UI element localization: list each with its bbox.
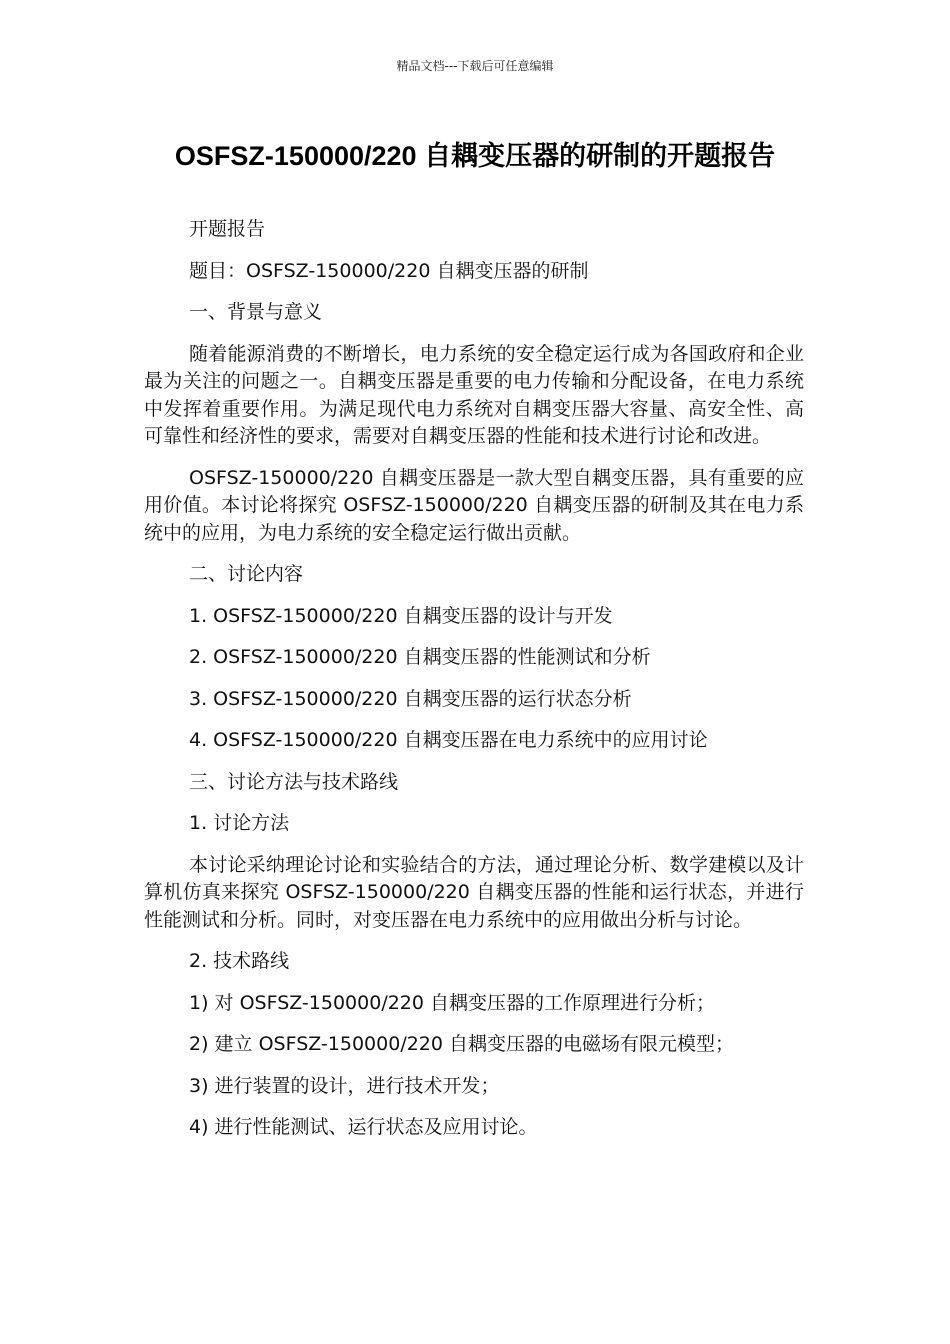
subheading-method: 1. 讨论方法	[189, 812, 290, 834]
route-step: 4) 进行性能测试、运行状态及应用讨论。	[189, 1116, 538, 1138]
significance-paragraph: OSFSZ-150000/220 自耦变压器是一款大型自耦变压器，具有重要的应用价值。本讨论将探究 OSFSZ-150000/220 自耦变压器的研制及其在电力系统中的应用，为电力系统的安全稳定运行做出贡献。	[144, 466, 804, 544]
section-heading-background: 一、背景与意义	[189, 301, 323, 323]
content-list-item: 4. OSFSZ-150000/220 自耦变压器在电力系统中的应用讨论	[189, 729, 708, 751]
subheading-route: 2. 技术路线	[189, 950, 290, 972]
background-paragraph: 随着能源消费的不断增长，电力系统的安全稳定运行成为各国政府和企业最为关注的问题之一。自耦变压器是重要的电力传输和分配设备，在电力系统中发挥着重要作用。为满足现代电力系统对自耦变压器大容量、高安全性、高可靠性和经济性的要求，需要对自耦变压器的性能和技术进行讨论和改进。	[144, 342, 804, 447]
route-step: 1) 对 OSFSZ-150000/220 自耦变压器的工作原理进行分析；	[189, 991, 716, 1014]
route-step: 2) 建立 OSFSZ-150000/220 自耦变压器的电磁场有限元模型；	[189, 1033, 735, 1055]
document-body	[144, 216, 804, 1156]
page-header: 精品文档---下载后可任意编辑	[396, 59, 554, 73]
report-label: 开题报告	[189, 218, 266, 240]
section-heading-content: 二、讨论内容	[189, 563, 304, 585]
section-heading-methods: 三、讨论方法与技术路线	[189, 770, 399, 793]
method-paragraph: 本讨论采纳理论讨论和实验结合的方法，通过理论分析、数学建模以及计算机仿真来探究 OSFSZ-150000/220 自耦变压器的性能和运行状态，并进行性能测试和分析。同时，对变压器在电力系统中的应用做出分析与讨论。	[144, 853, 804, 931]
route-step: 3) 进行装置的设计，进行技术开发；	[189, 1074, 500, 1097]
topic-line: 题目：OSFSZ-150000/220 自耦变压器的研制	[189, 259, 589, 282]
content-list-item: 2. OSFSZ-150000/220 自耦变压器的性能测试和分析	[189, 646, 651, 668]
document-title: OSFSZ-150000/220 自耦变压器的研制的开题报告	[174, 141, 776, 171]
content-list-item: 1. OSFSZ-150000/220 自耦变压器的设计与开发	[189, 604, 613, 627]
content-list-item: 3. OSFSZ-150000/220 自耦变压器的运行状态分析	[189, 687, 632, 710]
